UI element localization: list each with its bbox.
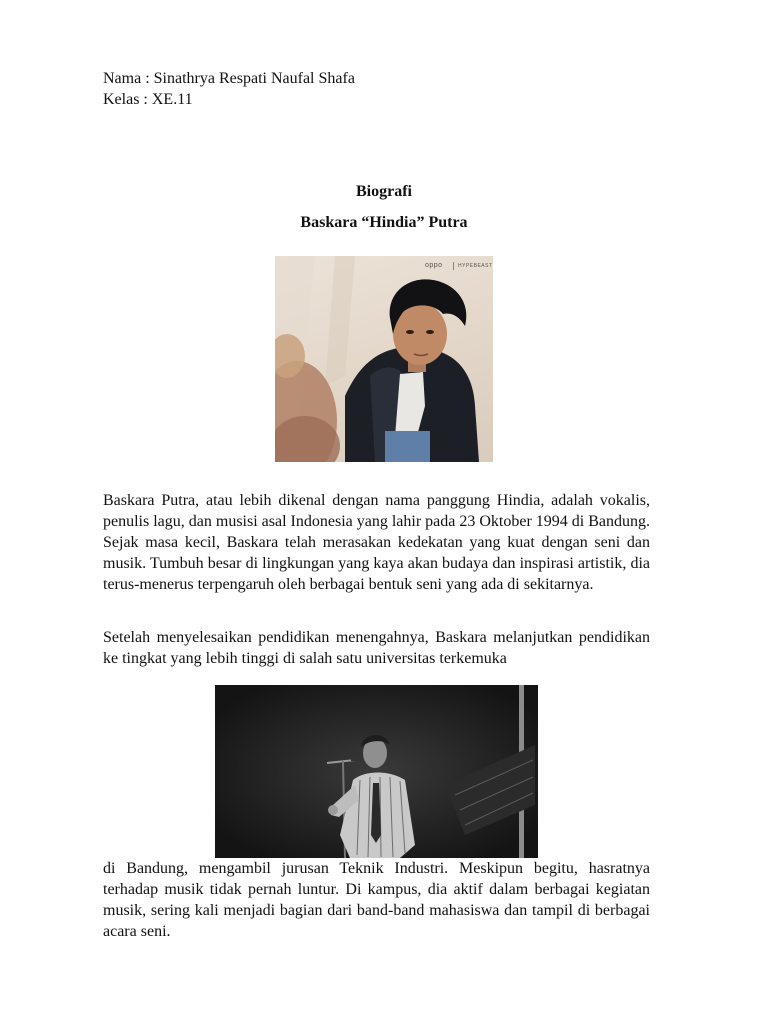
paragraph-2: Setelah menyelesaikan pendidikan menengahnya, Baskara melanjutkan pendidikan ke tingkat yang lebih tinggi di salah satu universitas terkemuka <box>103 629 650 667</box>
paragraph-1: Baskara Putra, atau lebih dikenal dengan nama panggung Hindia, adalah vokalis, penulis lagu, dan musisi asal Indonesia yang lahir pada 23 Oktober 1994 di Bandung. Sejak masa kecil, Baskara telah merasakan kedekatan yang kuat dengan seni dan musik. Tumbuh besar di lingkungan yang kaya akan budaya dan inspirasi artistik, dia terus-menerus terpengaruh oleh berbagai bentuk seni yang ada di sekitarnya. <box>103 492 651 593</box>
student-name: Nama : Sinathrya Respati Naufal Shafa <box>103 70 355 87</box>
concert-photo <box>215 685 538 858</box>
portrait-photo <box>275 256 493 462</box>
paragraph-2-continued: di Bandung, mengambil jurusan Teknik Industri. Meskipun begitu, hasratnya terhadap musik tidak pernah luntur. Di kampus, dia aktif dalam berbagai kegiatan musik, sering kali menjadi bagian dari band-band mahasiswa dan tampil di berbagai acara seni. <box>103 860 650 940</box>
brand-logo-oppo: oppo <box>425 262 443 269</box>
brand-logo-hypebeast: HYPEBEAST <box>458 263 493 269</box>
document-subtitle: Baskara “Hindia” Putra <box>300 214 468 231</box>
portrait-illustration <box>275 256 493 462</box>
student-class: Kelas : XE.11 <box>103 91 193 108</box>
concert-illustration <box>215 685 538 858</box>
document-title: Biografi <box>356 183 412 200</box>
brand-divider <box>453 262 454 270</box>
